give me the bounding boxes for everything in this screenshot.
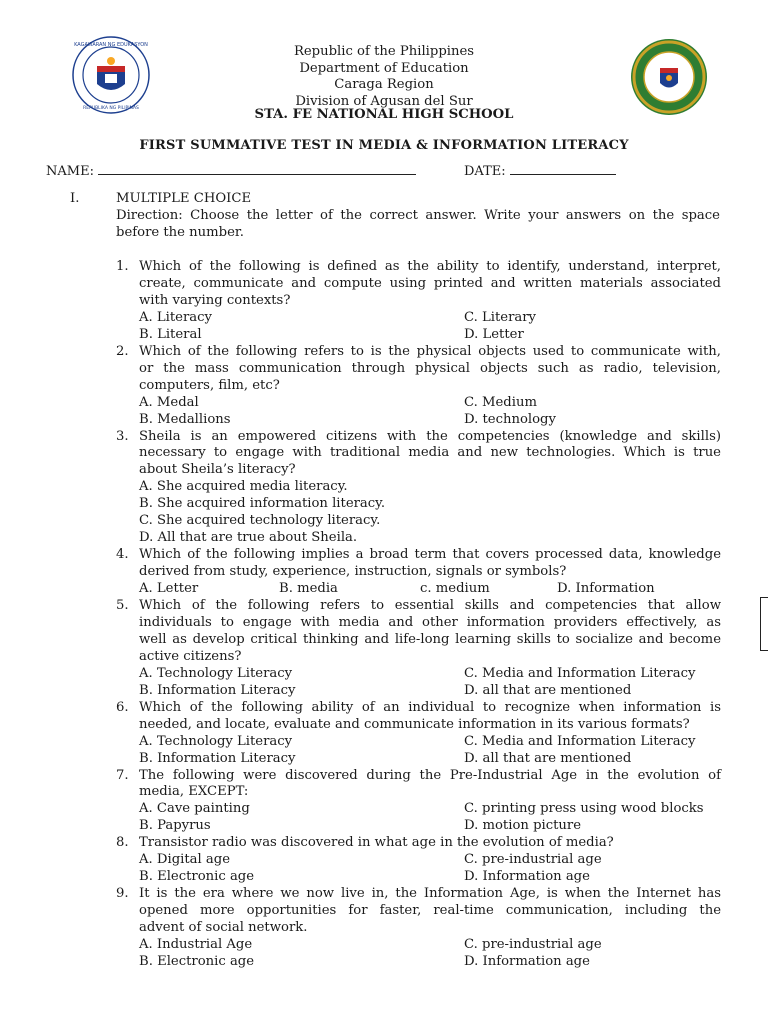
question-text-line: media, EXCEPT: (139, 784, 249, 800)
question-number: 3. (116, 428, 129, 444)
direction-line-1: Direction: Choose the letter of the correct answer. Write your answers on the space (116, 208, 720, 223)
choice-option: C. Medium (464, 394, 537, 410)
choice-option: B. Information Literacy (139, 682, 296, 698)
question-text-line: active citizens? (139, 648, 242, 664)
question-text-line: Which of the following ability of an individual to recognize when information is (139, 699, 721, 715)
choice-option: B. Medallions (139, 411, 231, 427)
choice-option: A. She acquired media literacy. (139, 479, 348, 495)
choice-option: D. All that are true about Sheila. (139, 530, 358, 546)
question-text-line: derived from study, experience, instruction, signals or symbols? (139, 564, 567, 580)
test-title: FIRST SUMMATIVE TEST IN MEDIA & INFORMATION LITERACY (139, 138, 629, 153)
choice-option: A. Letter (139, 581, 199, 597)
question-text-line: computers, film, etc? (139, 377, 280, 393)
question-text-line: Which of the following refers to essential skills and competencies that allow (139, 598, 721, 613)
section-heading: MULTIPLE CHOICE (116, 191, 252, 206)
choice-option: A. Medal (139, 394, 199, 410)
choice-option: D. Information age (464, 953, 590, 969)
question-text-line: opened more opportunities for faster, real-time communication, including the (139, 903, 721, 919)
question-number: 4. (116, 547, 129, 563)
question-text-line: individuals to engage with media and other information providers effectively, as (139, 614, 721, 630)
question-text-line: The following were discovered during the Pre-Industrial Age in the evolution of (139, 767, 721, 783)
header-line-department: Department of Education (299, 60, 469, 76)
choice-option: D. all that are mentioned (464, 682, 632, 698)
choice-option: A. Literacy (139, 309, 212, 325)
direction-line-2: before the number. (116, 225, 244, 240)
choice-option: C. pre-industrial age (464, 937, 602, 952)
choice-option: A. Technology Literacy (139, 733, 293, 749)
choice-option: B. Literal (139, 326, 202, 342)
school-name: STA. FE NATIONAL HIGH SCHOOL (254, 107, 514, 122)
question-text-line: Which of the following implies a broad term that covers processed data, knowledge (139, 547, 721, 563)
question-text-line: with varying contexts? (139, 292, 291, 308)
question-text-line: necessary to engage with traditional media and new technologies. Which is true (139, 445, 721, 461)
name-field[interactable] (46, 164, 416, 179)
question-number: 9. (116, 886, 129, 902)
logo-left-top-text: KAGAWARAN NG EDUKASYON (74, 42, 148, 48)
margin-box (760, 597, 768, 651)
choice-option: C. Media and Information Literacy (464, 665, 696, 681)
choice-option: C. printing press using wood blocks (464, 801, 704, 817)
question-text-line: Which of the following is defined as the ability to identify, understand, interpret, (139, 259, 721, 274)
header-line-republic: Republic of the Philippines (293, 44, 475, 59)
choice-option: A. Digital age (139, 852, 231, 868)
header-line-division: Division of Agusan del Sur (295, 93, 473, 109)
choice-option: B. Papyrus (139, 818, 211, 834)
choice-option: B. She acquired information literacy. (139, 496, 386, 512)
name-blank[interactable] (98, 164, 416, 175)
question-text-line: needed, and locate, evaluate and communicate information in its various formats? (139, 716, 690, 732)
choice-option: c. medium (420, 581, 490, 597)
question-text-line: well as develop critical thinking and life-long learning skills to socialize and become (139, 631, 721, 647)
choice-option: B. Electronic age (139, 953, 255, 969)
question-number: 8. (116, 835, 129, 851)
question-number: 5. (116, 598, 129, 613)
choice-option: B. media (279, 581, 338, 597)
choice-option: A. Technology Literacy (139, 665, 293, 681)
choice-option: D. Information age (464, 869, 590, 885)
choice-option: C. She acquired technology literacy. (139, 513, 381, 529)
question-number: 2. (116, 343, 129, 359)
date-field[interactable] (464, 164, 616, 179)
choice-option: B. Electronic age (139, 869, 255, 885)
section-numeral: I. (70, 191, 80, 206)
logo-left-bottom-text: REPUBLIKA NG PILIPINAS (83, 106, 139, 111)
question-number: 1. (116, 259, 129, 274)
date-blank[interactable] (510, 164, 616, 175)
choice-option: C. Literary (464, 309, 537, 325)
question-text-line: Transistor radio was discovered in what age in the evolution of media? (139, 835, 614, 851)
question-text-line: advent of social network. (139, 920, 308, 936)
question-text-line: It is the era where we now live in, the Information Age, is when the Internet has (139, 886, 721, 902)
question-text-line: about Sheila’s literacy? (139, 462, 296, 478)
question-number: 6. (116, 699, 129, 715)
date-label: DATE: (464, 164, 506, 179)
question-text-line: Which of the following refers to is the physical objects used to communicate with, (139, 343, 721, 359)
choice-option: C. pre-industrial age (464, 852, 602, 868)
choice-option: D. motion picture (464, 818, 582, 834)
choice-option: B. Information Literacy (139, 750, 296, 766)
question-text-line: or the mass communication through physical objects such as radio, television, (139, 360, 721, 376)
choice-option: D. Information (557, 581, 655, 597)
question-text-line: Sheila is an empowered citizens with the competencies (knowledge and skills) (139, 428, 721, 444)
choice-option: D. technology (464, 411, 556, 427)
choice-option: A. Industrial Age (139, 937, 253, 952)
choice-option: D. all that are mentioned (464, 750, 632, 766)
header-line-region: Caraga Region (334, 77, 434, 92)
question-text-line: create, communicate and compute using printed and written materials associated (139, 275, 721, 291)
choice-option: A. Cave painting (139, 801, 250, 817)
name-label: NAME: (46, 164, 94, 179)
choice-option: D. Letter (464, 326, 524, 342)
choice-option: C. Media and Information Literacy (464, 733, 696, 749)
question-number: 7. (116, 767, 129, 783)
